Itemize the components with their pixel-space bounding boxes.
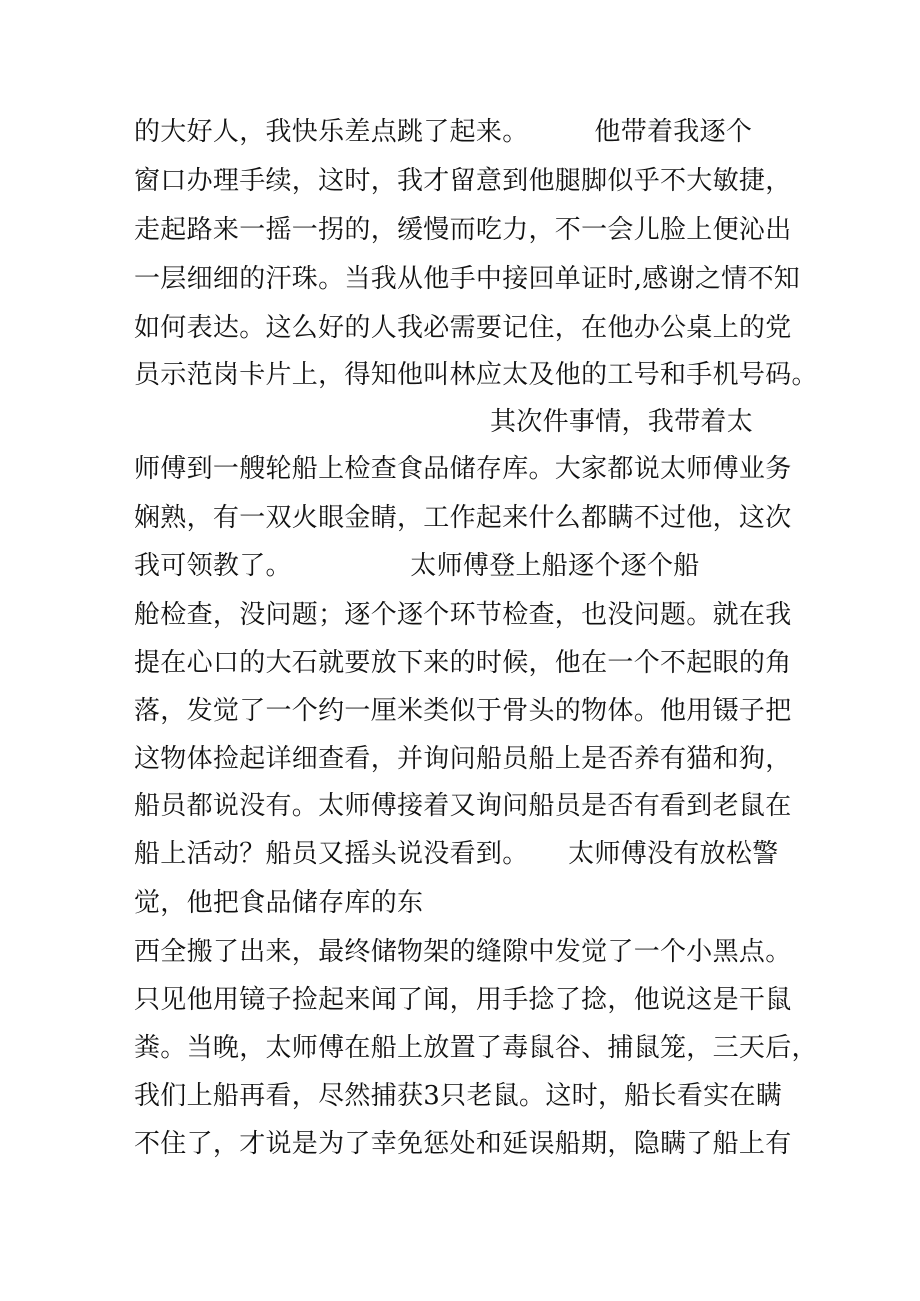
text-line: 如何表达。这么好的人我必需要记住，在他办公桌上的党 [134, 313, 792, 343]
text-line: 这物体捡起详细查看，并询问船员船上是否养有猫和狗， [134, 744, 792, 774]
text-line: 舱检查，没问题；逐个逐个环节检查，也没问题。就在我 [134, 600, 792, 630]
text-line: 师傅到一艘轮船上检查食品储存库。大家都说太师傅业务 [134, 454, 792, 484]
text-line: 西全搬了出来，最终储物架的缝隙中发觉了一个小黑点。 [134, 937, 792, 967]
text-line: 觉，他把食品储存库的东 [134, 888, 424, 918]
text-line: 员示范岗卡片上，得知他叫林应太及他的工号和手机号码。 [134, 360, 818, 390]
text-line: 窗口办理手续，这时，我才留意到他腿脚似乎不大敏捷， [134, 166, 792, 196]
text-line: 的大好人，我快乐差点跳了起来。 他带着我逐个 [134, 117, 753, 147]
text-line: 我们上船再看，尽然捕获3只老鼠。这时，船长看实在瞒 [134, 1081, 783, 1111]
text-line: 提在心口的大石就要放下来的时候，他在一个不起眼的角 [134, 648, 792, 678]
text-line: 我可领教了。 太师傅登上船逐个逐个船 [134, 551, 700, 581]
text-line: 娴熟，有一双火眼金睛，工作起来什么都瞒不过他，这次 [134, 503, 792, 533]
text-line: 船上活动？船员又摇头说没看到。 太师傅没有放松警 [134, 839, 779, 869]
text-line: 走起路来一摇一拐的，缓慢而吃力，不一会儿脸上便沁出 [134, 215, 792, 245]
text-line: 只见他用镜子捡起来闻了闻，用手捻了捻，他说这是干鼠 [134, 985, 792, 1015]
text-line: 其次件事情，我带着太 [490, 407, 754, 437]
text-line: 粪。当晚，太师傅在船上放置了毒鼠谷、捕鼠笼，三天后， [134, 1033, 818, 1063]
text-line: 一层细细的汗珠。当我从他手中接回单证时,感谢之情不知 [134, 264, 801, 294]
text-line: 落，发觉了一个约一厘米类似于骨头的物体。他用镊子把 [134, 696, 792, 726]
text-line: 船员都说没有。太师傅接着又询问船员是否有看到老鼠在 [134, 791, 792, 821]
text-line: 不住了，才说是为了幸免惩处和延误船期，隐瞒了船上有 [134, 1129, 792, 1159]
